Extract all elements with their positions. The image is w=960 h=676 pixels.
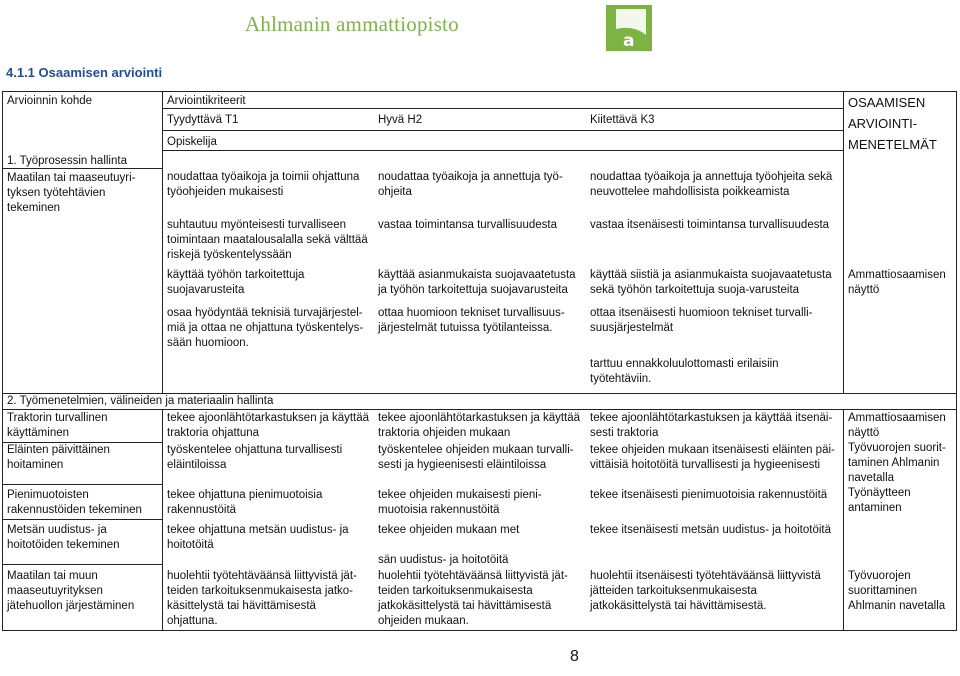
s2-row1-k3 xyxy=(590,411,832,441)
s2-row3-k3 xyxy=(590,488,827,503)
text-line: rakennustöiden tekeminen xyxy=(7,504,142,516)
s1-row3-method xyxy=(848,268,946,298)
text-line: jätehuollon järjestäminen xyxy=(7,600,135,612)
s2-row4-k3 xyxy=(590,523,831,538)
text-line: ohjeiden mukaan. xyxy=(378,615,469,627)
s1-row2-k3 xyxy=(590,218,829,233)
s2-row3-kohde xyxy=(7,488,142,518)
s1-row4-h2 xyxy=(378,306,565,336)
divider-s2-row3 xyxy=(2,484,163,485)
text-line: vittäisiä hoitotöitä turvallisesti ja hygieenisesti xyxy=(590,459,821,471)
text-line: Työvuorojen xyxy=(848,570,911,582)
text-line: hoitotöitä xyxy=(167,539,214,551)
divider-col-kohde xyxy=(162,91,163,393)
s2-row2-t1 xyxy=(167,443,342,473)
s2-row5-kohde xyxy=(7,569,134,614)
text-line: työohjeiden mukaisesti xyxy=(167,186,284,198)
section-heading: 4.1.1 Osaamisen arviointi xyxy=(6,65,163,80)
text-line: antaminen xyxy=(848,502,902,514)
text-line: suorittaminen xyxy=(848,585,918,597)
text-line: tyksen työtehtävien xyxy=(7,187,106,199)
text-line xyxy=(378,538,519,553)
s2-row4-kohde xyxy=(7,523,120,553)
text-line: tekee itsenäisesti metsän uudistus- ja hoitotöitä xyxy=(590,524,831,536)
text-line: vastaa toimintansa turvallisuudesta xyxy=(378,219,557,231)
text-line: käsittelystä tai hävittämisestä xyxy=(167,600,316,612)
header-t1: Tyydyttävä T1 xyxy=(167,114,239,126)
divider-head-2 xyxy=(162,130,843,131)
s1-row3-t1 xyxy=(167,268,304,298)
text-line: Ammattiosaamisen xyxy=(848,412,946,424)
text-line: toimintaan maatalousalalla sekä välttää xyxy=(167,234,368,246)
text-line: rakennustöitä xyxy=(167,504,237,516)
text-line: osaa hyödyntää teknisiä turvajärjestel- xyxy=(167,307,363,319)
header-kriteerit: Arviointikriteerit xyxy=(167,95,246,107)
logo-icon xyxy=(606,5,652,51)
text-line: sesti ja hygieenisesti eläintiloissa xyxy=(378,459,547,471)
divider-head-3 xyxy=(162,150,843,151)
text-line: taminen Ahlmanin xyxy=(848,457,940,469)
s1-row2-h2 xyxy=(378,218,557,233)
text-line: tekee itsenäisesti pienimuotoisia rakennustöitä xyxy=(590,489,828,501)
text-line: navetalla xyxy=(848,472,895,484)
text-line: käyttää asianmukaista suojavaatetusta xyxy=(378,269,576,281)
text-line: järjestelmät tutuissa työtilanteissa. xyxy=(378,322,553,334)
s2-row3-h2 xyxy=(378,488,542,518)
header-kohde: Arvioinnin kohde xyxy=(7,95,93,107)
header-h2: Hyvä H2 xyxy=(378,114,423,126)
text-line: miä ja ottaa ne ohjattuna työskentelys- xyxy=(167,322,364,334)
s1-row1-t1 xyxy=(167,170,359,200)
section2-title: 2. Työmenetelmien, välineiden ja materiaalin hallinta xyxy=(7,395,274,407)
text-line: eläintiloissa xyxy=(167,459,227,471)
text-line: ottaa itsenäisesti huomioon tekniset turvalli- xyxy=(590,307,813,319)
text-line: neuvottelee mahdollisista poikkeamista xyxy=(590,186,790,198)
text-line: tekee ajoonlähtötarkastuksen ja käyttää xyxy=(167,412,370,424)
text-line: Traktorin turvallinen xyxy=(7,412,108,424)
divider-s2-row4 xyxy=(2,519,163,520)
s1-row1-h2 xyxy=(378,170,563,200)
text-line: työskentelee ohjeiden mukaan turvalli- xyxy=(378,444,574,456)
text-line: ja työhön tarkoitettuja suojavarusteita xyxy=(378,284,568,296)
s2-row2-kohde xyxy=(7,443,110,473)
text-line: ohjattuna. xyxy=(167,615,218,627)
text-line: huolehtii työtehtäväänsä liittyvistä jät- xyxy=(378,570,568,582)
text-line: Työvuorojen suorit- xyxy=(848,442,946,454)
text-line: teiden tarkoituksenmukaisesta jatko- xyxy=(167,585,354,597)
text-line: suojavarusteita xyxy=(167,284,245,296)
s1-row3-h2 xyxy=(378,268,576,298)
header-osaamisen-3: MENETELMÄT xyxy=(848,137,937,152)
text-line: huolehtii itsenäisesti työtehtäväänsä liittyvistä xyxy=(590,570,821,582)
divider-s2-row5 xyxy=(2,564,163,565)
s2-row1-t1 xyxy=(167,411,369,441)
text-line: suhtautuu myönteisesti turvalliseen xyxy=(167,219,346,231)
text-line: jätteiden tarkoituksenmukaisesta xyxy=(590,585,757,597)
text-line: traktoria ohjattuna xyxy=(167,427,260,439)
section1-title: 1. Työprosessin hallinta xyxy=(7,155,127,167)
s2-row4-t1 xyxy=(167,523,349,553)
header-osaamisen-2: ARVIOINTI- xyxy=(848,116,918,131)
text-line: käyttäminen xyxy=(7,427,70,439)
text-line: teiden tarkoituksenmukaisesta xyxy=(378,585,533,597)
text-line: muotoisia rakennustöitä xyxy=(378,504,500,516)
header-k3: Kiitettävä K3 xyxy=(590,114,655,126)
header-opiskelija: Opiskelija xyxy=(167,136,217,148)
text-line: Eläinten päivittäinen xyxy=(7,444,110,456)
s2-row4-h2 xyxy=(378,523,519,568)
divider-s2-head xyxy=(2,409,957,410)
text-line: tekee ohjeiden mukaisesti pieni- xyxy=(378,489,542,501)
text-line: riskejä työskentelyssään xyxy=(167,249,292,261)
text-line: maaseutuyrityksen xyxy=(7,585,103,597)
text-line: hoitaminen xyxy=(7,459,64,471)
text-line: näyttö xyxy=(848,427,880,439)
text-line: noudattaa työaikoja ja annettuja työ- xyxy=(378,171,563,183)
text-line: tekee ohjattuna metsän uudistus- ja xyxy=(167,524,349,536)
text-line: Pienimuotoisten xyxy=(7,489,89,501)
s2-row5-k3 xyxy=(590,569,821,614)
table-border-bottom xyxy=(2,630,957,631)
table-border-right xyxy=(956,91,957,631)
divider-col-method xyxy=(843,91,844,393)
section1-kohde xyxy=(7,171,135,216)
text-line: käyttää siistiä ja asianmukaista suojavaatetusta xyxy=(590,269,832,281)
text-line: Maatilan tai muun xyxy=(7,570,98,582)
s2-row5-t1 xyxy=(167,569,357,629)
s1-row3-k3 xyxy=(590,268,832,298)
text-line: tarttuu ennakkoluulottomasti erilaisiin xyxy=(590,358,779,370)
s1-row4-t1 xyxy=(167,306,363,351)
text-line: Ammattiosaamisen xyxy=(848,269,946,281)
text-line: Metsän uudistus- ja xyxy=(7,524,107,536)
text-line: sään huomioon. xyxy=(167,337,249,349)
text-line: käyttää työhön tarkoitettuja xyxy=(167,269,305,281)
text-line: tekee ohjeiden mukaan met xyxy=(378,524,520,536)
text-line: työskentelee ohjattuna turvallisesti xyxy=(167,444,343,456)
text-line: vastaa itsenäisesti toimintansa turvallisuudesta xyxy=(590,219,830,231)
text-line: traktoria ohjeiden mukaan xyxy=(378,427,511,439)
text-line: sesti traktoria xyxy=(590,427,659,439)
s2-method-a xyxy=(848,411,946,516)
text-line: tekeminen xyxy=(7,202,61,214)
text-line: noudattaa työaikoja ja annettuja työohjeita sekä xyxy=(590,171,833,183)
text-line: noudattaa työaikoja ja toimii ohjattuna xyxy=(167,171,360,183)
text-line: Työnäytteen xyxy=(848,487,911,499)
page-number: 8 xyxy=(570,648,579,665)
text-line: jatkokäsittelystä tai hävittämisestä xyxy=(378,600,552,612)
s1-row4-k3 xyxy=(590,306,812,336)
text-line: näyttö xyxy=(848,284,880,296)
s1-row1-k3 xyxy=(590,170,832,200)
s2-method-b xyxy=(848,569,945,614)
header-osaamisen-1: OSAAMISEN xyxy=(848,95,926,110)
text-line: tekee ohjeiden mukaan itsenäisesti eläinten päi- xyxy=(590,444,835,456)
logo xyxy=(606,5,652,51)
s2-row5-h2 xyxy=(378,569,568,629)
text-line: suusjärjestelmät xyxy=(590,322,674,334)
s1-row5-k3 xyxy=(590,357,779,387)
text-line: sekä työhön tarkoitettuja suoja-varusteita xyxy=(590,284,800,296)
header-title: Ahlmanin ammattiopisto xyxy=(245,12,459,36)
text-line: jatkokäsittelystä tai hävittämisestä. xyxy=(590,600,767,612)
text-line: työtehtäviin. xyxy=(590,373,652,385)
text-line: tekee ohjattuna pienimuotoisia xyxy=(167,489,323,501)
text-line: Maatilan tai maaseutuyri- xyxy=(7,172,136,184)
text-line: tekee ajoonlähtötarkastuksen ja käyttää xyxy=(378,412,581,424)
text-line: huolehtii työtehtäväänsä liittyvistä jät- xyxy=(167,570,357,582)
text-line: hoitotöiden tekeminen xyxy=(7,539,120,551)
table-border-left xyxy=(2,91,3,631)
s2-row1-h2 xyxy=(378,411,580,441)
s2-row3-t1 xyxy=(167,488,322,518)
text-line: ohjeita xyxy=(378,186,412,198)
s2-row2-h2 xyxy=(378,443,574,473)
s2-row2-k3 xyxy=(590,443,835,473)
text-line: ottaa huomioon tekniset turvallisuus- xyxy=(378,307,565,319)
logo-letter: a xyxy=(623,31,635,51)
s2-row1-kohde xyxy=(7,411,108,441)
text-line: sän uudistus- ja hoitotöitä xyxy=(378,554,509,566)
text-line: Ahlmanin navetalla xyxy=(848,600,946,612)
text-line: tekee ajoonlähtötarkastuksen ja käyttää itsenäi- xyxy=(590,412,833,424)
s1-row2-t1 xyxy=(167,218,368,263)
divider-head-1 xyxy=(162,108,843,109)
table-border-top xyxy=(2,91,957,92)
divider-col-method-2 xyxy=(843,409,844,630)
